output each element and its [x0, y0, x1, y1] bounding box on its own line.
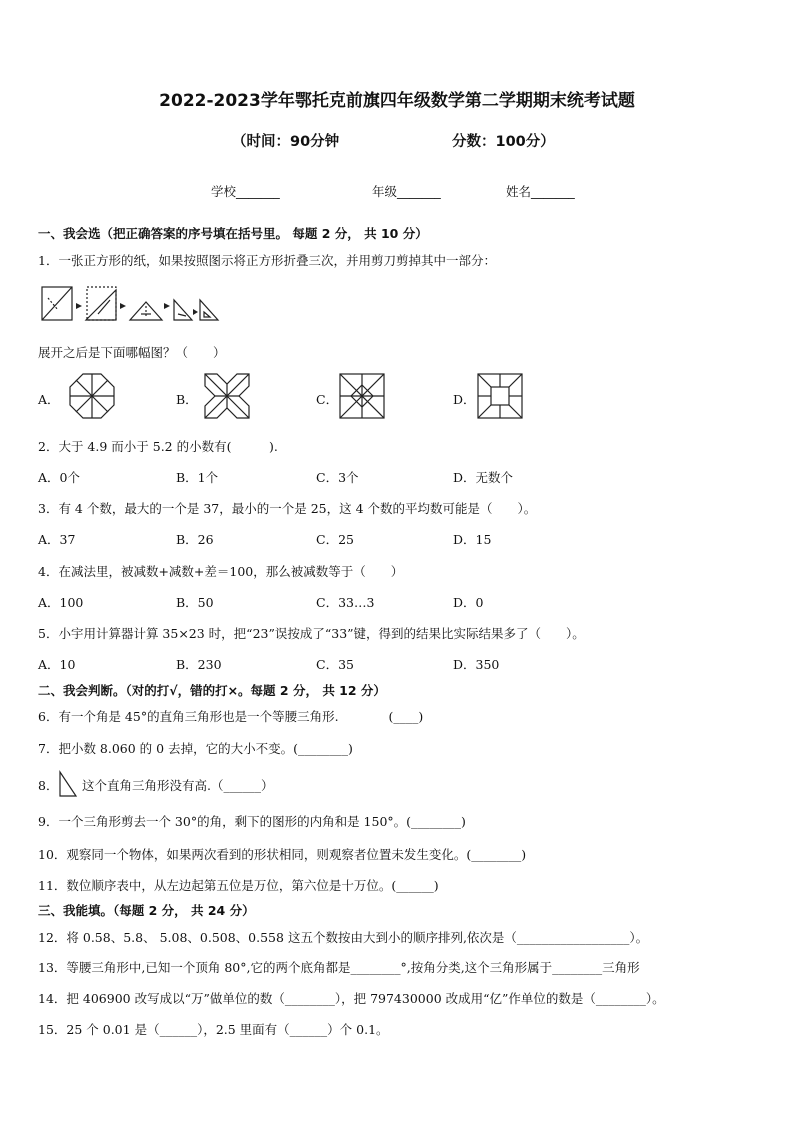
q3-option-a: A．37: [38, 532, 76, 547]
q2-option-a: A．0个: [38, 470, 80, 485]
question-1-prompt: 展开之后是下面哪幅图？（ ）: [38, 345, 226, 360]
question-8-number: 8．: [38, 778, 59, 793]
question-8: 这个直角三角形没有高.（______）: [82, 778, 274, 793]
q5-option-d: D．350: [453, 657, 500, 672]
q1-option-b-figure: [203, 372, 251, 420]
right-triangle-figure: [58, 770, 78, 798]
question-9: 9．一个三角形剪去一个 30°的角，剩下的图形的内角和是 150°。(________): [38, 814, 466, 829]
q3-option-b: B．26: [176, 532, 214, 547]
q1-option-d-figure: [476, 372, 524, 420]
exam-score: 分数：100分）: [452, 134, 555, 150]
question-7: 7．把小数 8.060 的 0 去掉，它的大小不变。(________): [38, 741, 353, 756]
q5-option-c: C．35: [316, 657, 354, 672]
page-title: 2022-2023学年鄂托克前旗四年级数学第二学期期末统考试题: [159, 91, 635, 111]
question-1: 1．一张正方形的纸，如果按照图示将正方形折叠三次，并用剪刀剪掉其中一部分：: [38, 253, 496, 268]
section-3-heading: 三、我能填。（每题 2 分， 共 24 分）: [38, 903, 255, 918]
q1-option-c-label: C．: [316, 392, 339, 407]
question-2: 2．大于 4.9 而小于 5.2 的小数有( ).: [38, 439, 278, 454]
section-1-heading: 一、我会选（把正确答案的序号填在括号里。 每题 2 分， 共 10 分）: [38, 226, 428, 241]
q4-option-d: D．0: [453, 595, 484, 610]
q5-option-b: B．230: [176, 657, 222, 672]
q1-option-b-label: B．: [176, 392, 198, 407]
q4-option-a: A．100: [38, 595, 84, 610]
section-2-heading: 二、我会判断。（对的打√，错的打×。每题 2 分， 共 12 分）: [38, 683, 386, 698]
folding-sequence-figure: [40, 284, 220, 326]
question-13: 13．等腰三角形中,已知一个顶角 80°,它的两个底角都是________°,按角分类,这个三角形属于________三角形: [38, 960, 640, 975]
q5-option-a: A．10: [38, 657, 76, 672]
question-12: 12．将 0.58、5.8、 5.08、0.508、0.558 这五个数按由大到小的顺序排列,依次是（__________________）。: [38, 930, 649, 945]
question-15: 15．25 个 0.01 是（______），2.5 里面有（______）个 0.1。: [38, 1022, 389, 1037]
question-6: 6．有一个角是 45°的直角三角形也是一个等腰三角形. (____): [38, 709, 424, 724]
q3-option-d: D．15: [453, 532, 492, 547]
question-11: 11．数位顺序表中，从左边起第五位是万位，第六位是十万位。(______): [38, 878, 439, 893]
school-field: 学校_______: [211, 184, 280, 199]
q2-option-b: B．1个: [176, 470, 219, 485]
q3-option-c: C．25: [316, 532, 354, 547]
question-10: 10．观察同一个物体，如果两次看到的形状相同，则观察者位置未发生变化。(________): [38, 847, 527, 862]
q1-option-c-figure: [338, 372, 386, 420]
q4-option-c: C．33…3: [316, 595, 375, 610]
q1-option-a-figure: [68, 372, 116, 420]
question-4: 4．在减法里，被减数+减数+差＝100，那么被减数等于（ ）: [38, 564, 404, 579]
question-5: 5．小宇用计算器计算 35×23 时，把“23”误按成了“33”键，得到的结果比实际结果多了（ ）。: [38, 626, 585, 641]
name-field: 姓名_______: [506, 184, 575, 199]
question-14: 14．把 406900 改写成以“万”做单位的数（________），把 797430000 改成用“亿”作单位的数是（________）。: [38, 991, 665, 1006]
grade-field: 年级_______: [372, 184, 441, 199]
q1-option-a-label: A．: [38, 392, 60, 407]
q4-option-b: B．50: [176, 595, 214, 610]
q1-option-d-label: D．: [453, 392, 476, 407]
exam-time: （时间：90分钟: [232, 134, 340, 150]
question-3: 3．有 4 个数，最大的一个是 37，最小的一个是 25，这 4 个数的平均数可能是（ ）。: [38, 501, 537, 516]
q2-option-d: D．无数个: [453, 470, 514, 485]
q2-option-c: C．3个: [316, 470, 359, 485]
